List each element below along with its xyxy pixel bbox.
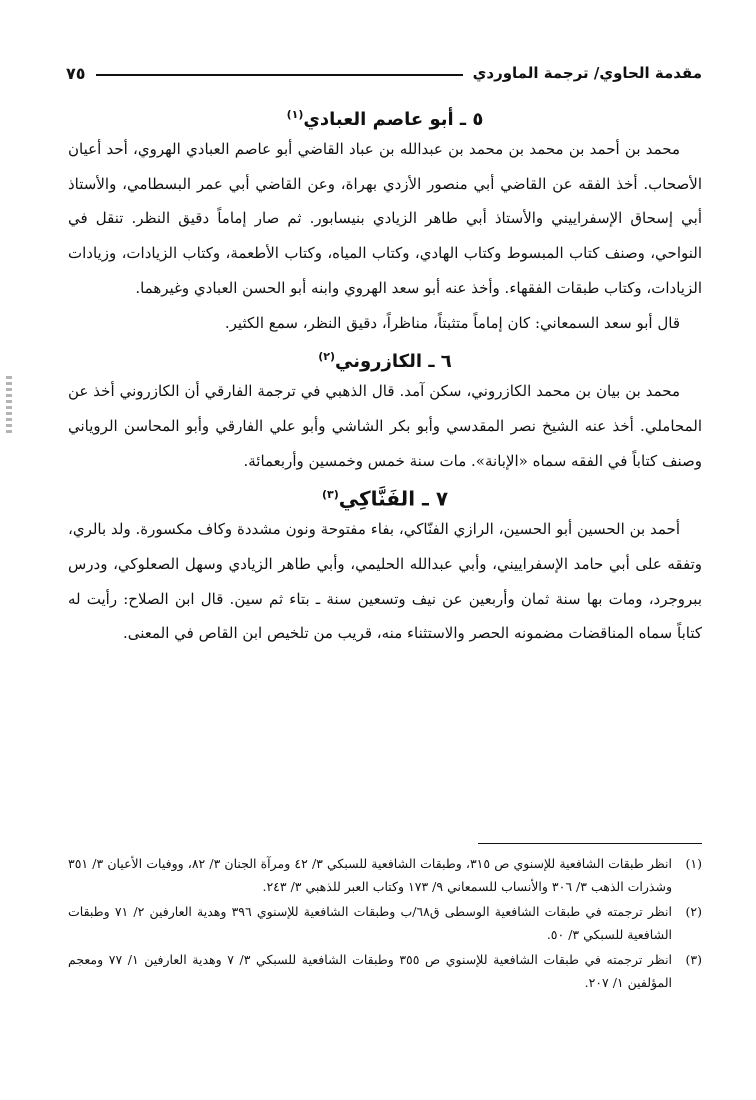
footnote-number: (٢)	[685, 904, 702, 919]
footnote-text: انظر ترجمته في طبقات الشافعية للإسنوي ص ٣٥٥ وطبقات الشافعية للسبكي ٣/ ٧ وهدية العارفين ١/ ٧٧ ومعجم المؤلفين ١/ ٢٠٧.	[68, 952, 673, 990]
footnote-number: (٣)	[685, 952, 702, 967]
section-heading-fannaki	[68, 478, 702, 512]
section-heading-text: ٦ ـ الكازروني	[335, 351, 452, 373]
paragraph: أحمد بن الحسين أبو الحسين، الرازي الفنّاكي، بفاء مفتوحة ونون مشددة وكاف مكسورة. ولد بالري، وتفقه على أبي حامد الإسفراييني، وأبي عبدالله الحليمي، وأبي طاهر الزيادي وسهل الصعلوكي، ودرس ببروجرد، ومات بها سنة ثمان وأربعين عن نيف وتسعين سنة ـ بتاء ثم سين. قال ابن الصلاح: رأيت له كتاباً سماه المناقضات مضمونه الحصر والاستثناء منه، قريب من تلخيص ابن القاص في المعنى.	[68, 520, 702, 643]
footnote	[68, 948, 702, 994]
section-heading-kazaruni	[68, 340, 702, 374]
header-rule	[96, 74, 463, 76]
margin-scan-mark	[6, 376, 12, 434]
paragraph: قال أبو سعد السمعاني: كان إماماً متثبتاً، مناظراً، دقيق النظر، سمع الكثير.	[224, 313, 680, 332]
page-number: ٧٥	[66, 63, 86, 83]
footnote-text: انظر طبقات الشافعية للإسنوي ص ٣١٥، وطبقات الشافعية للسبكي ٣/ ٤٢ ومرآة الجنان ٣/ ٨٢، ووفيات الأعيان ٣/ ٣٥١ وشذرات الذهب ٣/ ٣٠٦ والأنساب للسمعاني ٩/ ١٧٣ وكتاب العبر للذهبي ٣/ ٢٤٣.	[68, 856, 672, 894]
footnote-separator	[478, 843, 702, 844]
footnotes	[68, 852, 702, 996]
footnote-text: انظر ترجمته في طبقات الشافعية الوسطى ق٦٨/ب وطبقات الشافعية للإسنوي ٣٩٦ وهدية العارفين ٢/ ٧١ وطبقات الشافعية للسبكي ٣/ ٥٠.	[68, 904, 672, 942]
page-body	[68, 98, 702, 651]
paragraph: محمد بن بيان بن محمد الكازروني، سكن آمد. قال الذهبي في ترجمة الفارقي أن الكازروني أخذ عن المحاملي. أخذ عنه الشيخ نصر المقدسي وأبو بكر الشاشي وأبو علي الفارقي وأبو المحاسن الروياني وصنف كتاباً في الفقه سماه «الإبانة». مات سنة خمس وخمسين وأربعمائة.	[68, 382, 702, 470]
footnote-number: (١)	[685, 856, 702, 871]
section-heading-text: ٧ ـ الفَنَّاكِي	[338, 486, 449, 511]
running-header-title: مقدمة الحاوي/ ترجمة الماوردي	[472, 64, 702, 82]
footnote-ref: (٢)	[318, 350, 336, 364]
footnote-ref: (١)	[286, 108, 304, 121]
section-heading-abu-asim	[68, 98, 702, 132]
footnote-ref: (٣)	[321, 488, 339, 502]
footnote	[68, 852, 702, 898]
paragraph: محمد بن أحمد بن محمد بن محمد بن عبدالله بن عباد القاضي أبو عاصم العبادي الهروي، أحد أعيان الأصحاب. أخذ الفقه عن القاضي أبي منصور الأزدي بهراة، وعن القاضي أبي عمر البسطامي، والأستاذ أبي إسحاق الإسفراييني والأستاذ أبي طاهر الزيادي بنيسابور. ثم صار إماماً دقيق النظر. تنقل في النواحي، وصنف كتاب المبسوط وكتاب الهادي، وكتاب المياه، وكتاب الأطعمة، وكتاب الزيادات، وزيادات الزيادات، وكتاب طبقات الفقهاء. وأخذ عنه أبو سعد الهروي وابنه أبو الحسن العبادي وغيرهما.	[68, 140, 702, 297]
running-header	[66, 58, 702, 88]
section-heading-text: ٥ ـ أبو عاصم العبادي	[303, 109, 484, 130]
footnote	[68, 900, 702, 946]
